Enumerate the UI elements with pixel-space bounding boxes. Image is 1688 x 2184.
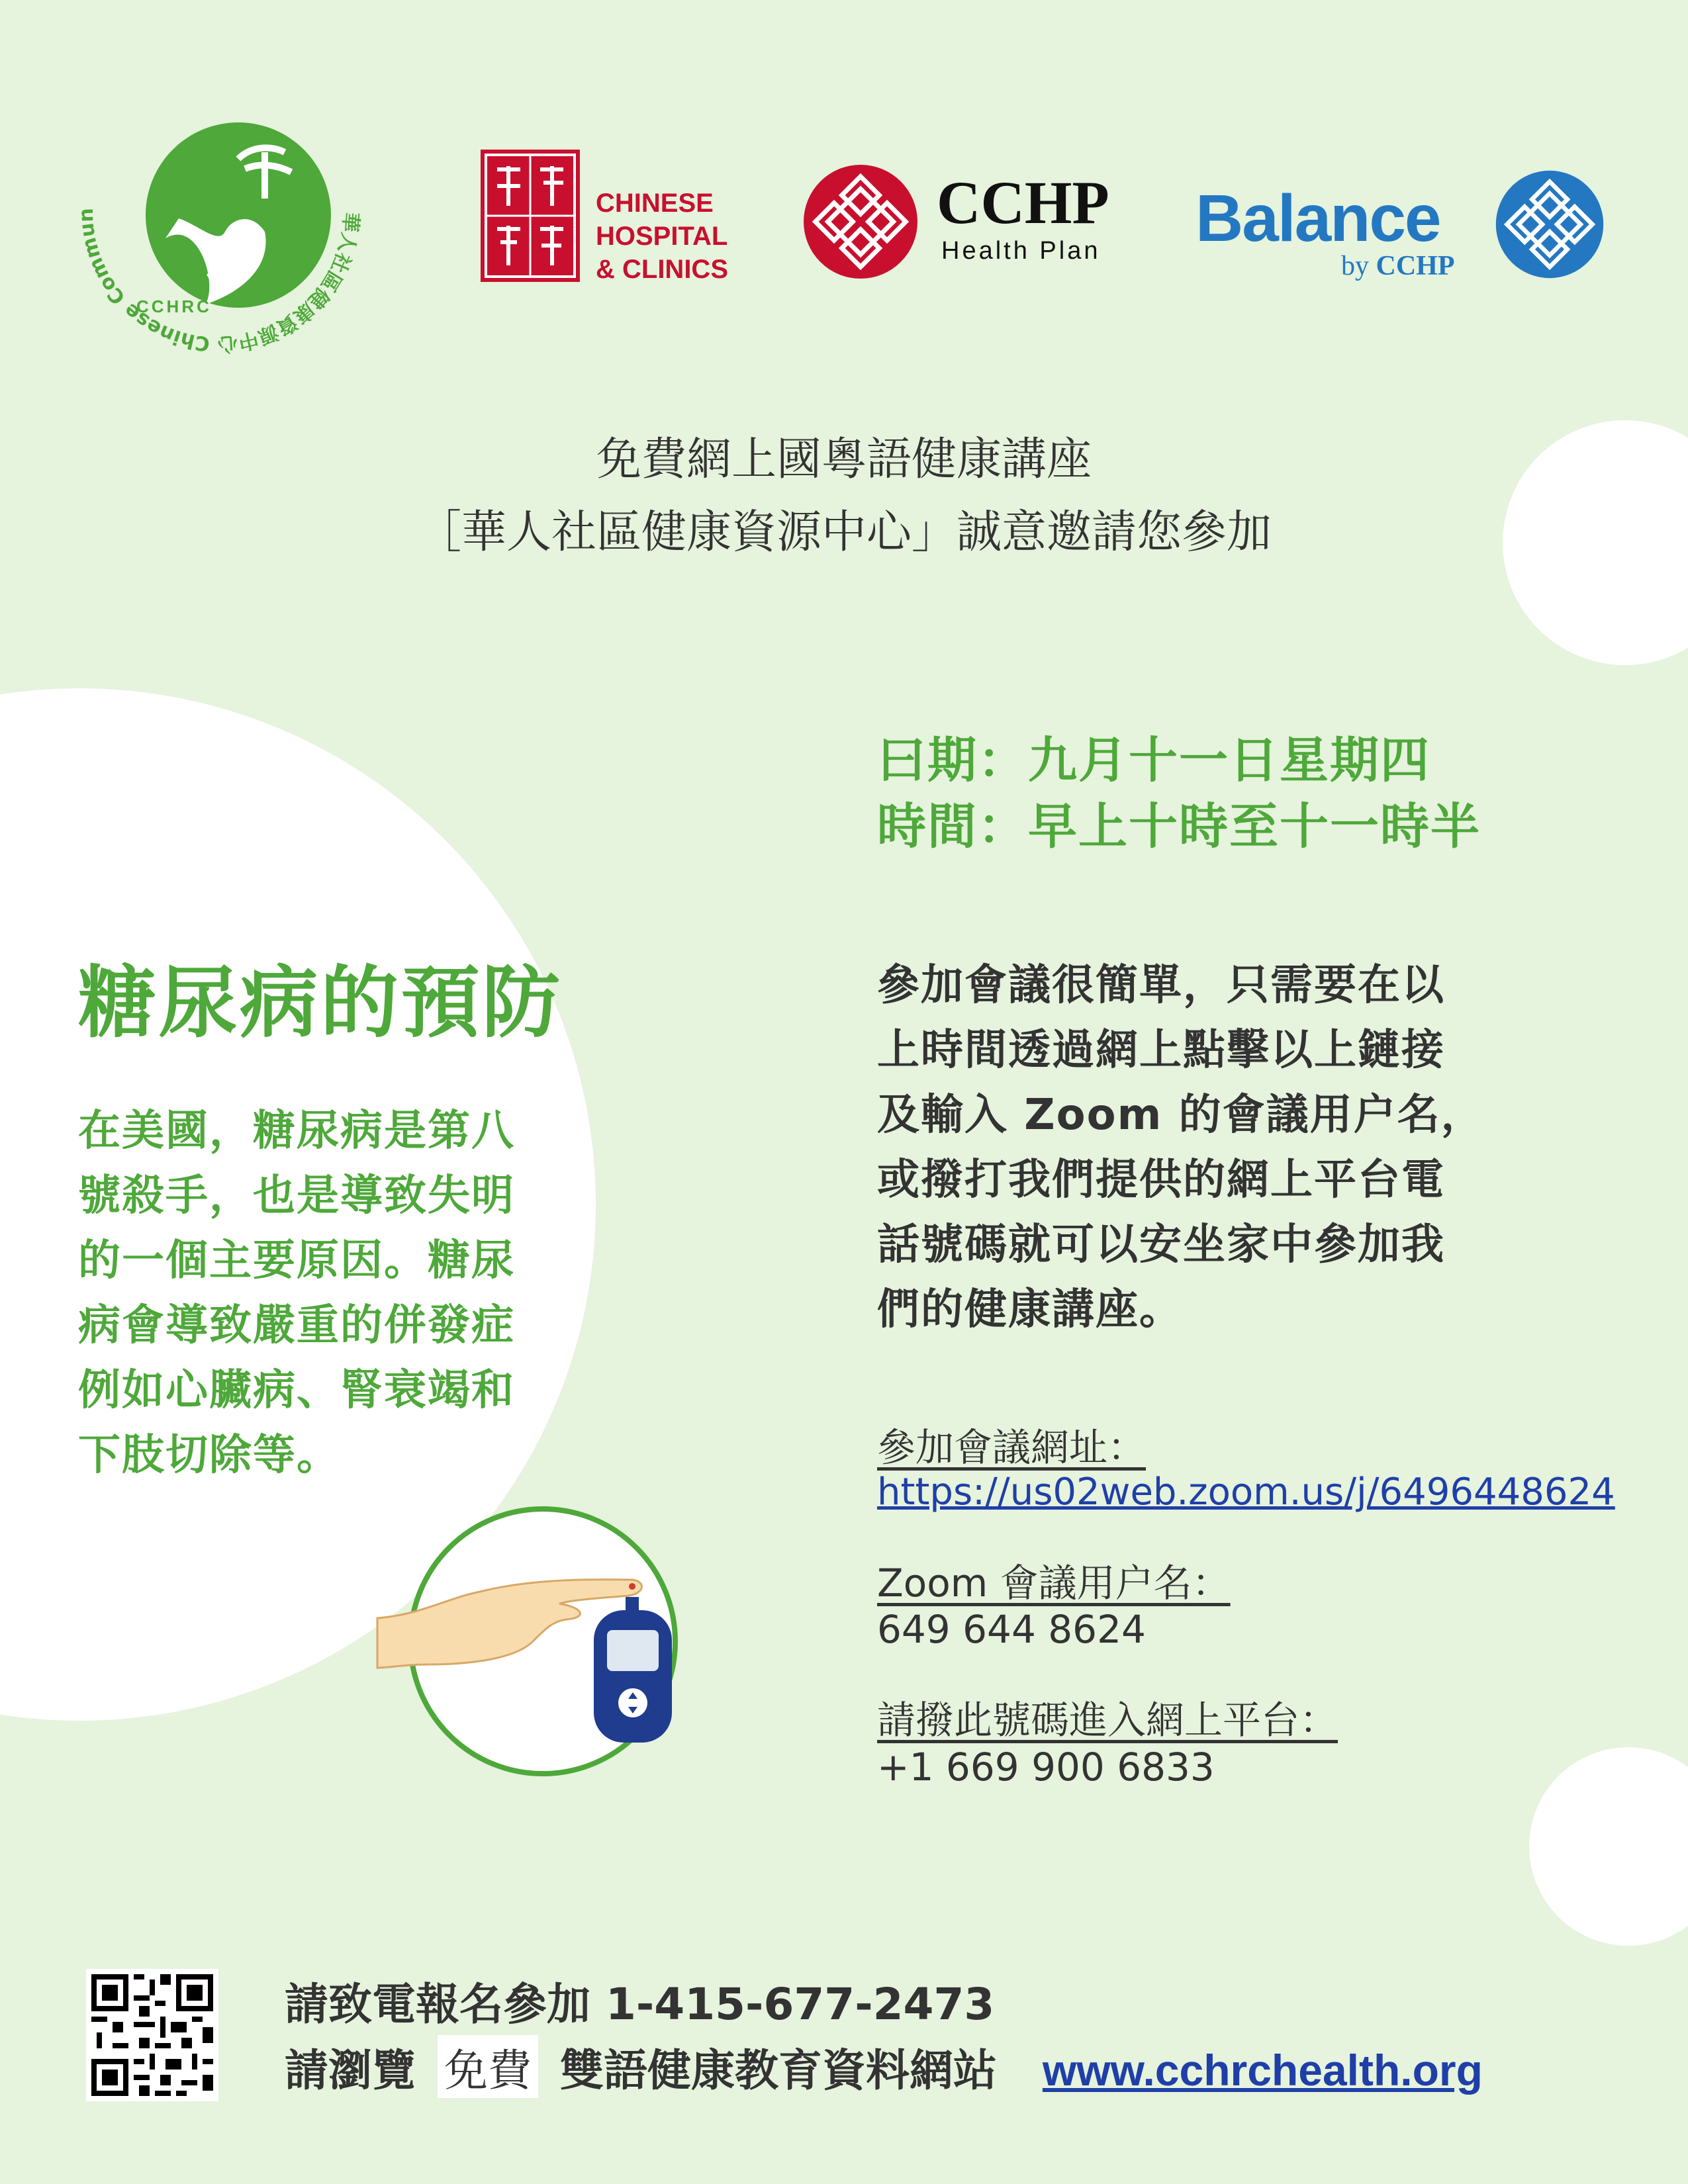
balance-title: Balance: [1196, 181, 1440, 255]
qr-code-icon[interactable]: [86, 1969, 218, 2101]
phone-number[interactable]: +1 669 900 6833: [877, 1745, 1215, 1790]
description-line: 病會導致嚴重的併發症: [78, 1301, 515, 1350]
website-link[interactable]: www.cchrchealth.org: [1042, 2046, 1483, 2095]
balance-by: by: [1341, 251, 1369, 281]
meeting-url-link[interactable]: https://us02web.zoom.us/j/6496448624: [877, 1471, 1615, 1514]
balance-logo[interactable]: [1192, 165, 1615, 285]
cchp-subtitle: Health Plan: [941, 237, 1101, 265]
browse-text: 請瀏覽: [285, 2045, 416, 2096]
site-description: 雙語健康教育資料網站: [559, 2045, 997, 2096]
howto-line: 參加會議很簡單，只需要在以: [877, 961, 1445, 1010]
howto-line: 們的健康講座。: [877, 1285, 1183, 1334]
chc-line2: HOSPITAL: [596, 222, 728, 251]
event-time: 時間：早上十時至十一時半: [877, 798, 1481, 855]
cchrc-ring-text: 華人社區健康資源中心 Chinese Commun: [74, 207, 363, 356]
description-line: 在美國，糖尿病是第八: [78, 1107, 515, 1156]
description-line: 下肢切除等。: [78, 1431, 340, 1480]
event-date: 曰期：九月十一日星期四: [877, 732, 1430, 789]
free-badge: 免費: [438, 2035, 538, 2098]
chc-line3: & CLINICS: [596, 255, 728, 284]
intro-line2: ［華人社區健康資源中心」誠意邀請您參加: [416, 506, 1272, 559]
phone-label: 請撥此號碼進入網上平台：: [877, 1698, 1338, 1743]
intro-line1: 免費網上國粵語健康講座: [596, 433, 1092, 486]
description-line: 的一個主要原因。糖尿: [78, 1236, 515, 1285]
cchrc-logo[interactable]: [73, 66, 364, 357]
chc-line1: CHINESE: [596, 189, 714, 218]
howto-line: 或撥打我們提供的網上平台電: [877, 1156, 1445, 1205]
howto-instructions: [877, 953, 1485, 1342]
meeting-id-label: Zoom 會議用户名：: [877, 1561, 1231, 1606]
topic-description: [78, 1099, 628, 1488]
description-line: 號殺手，也是導致失明: [78, 1171, 515, 1220]
register-line: 請致電報名參加 1-415-677-2473: [285, 1979, 995, 2030]
chinese-hospital-logo[interactable]: [481, 147, 745, 286]
meeting-url-label: 參加會議網址：: [877, 1425, 1147, 1470]
balance-subtitle: [1341, 250, 1455, 282]
cchrc-abbrev: CCHRC: [136, 296, 212, 316]
bg-circle-right-bottom: [1529, 1747, 1688, 1946]
howto-line: 話號碼就可以安坐家中參加我: [877, 1220, 1445, 1269]
description-line: 例如心臟病、腎衰竭和: [78, 1366, 515, 1415]
seal-icon: [481, 150, 580, 282]
balance-knot-icon: [1493, 168, 1606, 281]
cchp-knot-icon: [801, 162, 920, 281]
topic-title: 糖尿病的預防: [78, 957, 563, 1048]
website-line: [285, 2035, 1483, 2098]
cchrc-emblem-icon: [73, 66, 364, 357]
balance-brand: CCHP: [1376, 251, 1455, 281]
meeting-id: 649 644 8624: [877, 1607, 1146, 1652]
cchp-title: CCHP: [937, 169, 1109, 236]
cchp-logo[interactable]: [801, 165, 1145, 278]
howto-line: 及輸入 Zoom 的會議用户名，: [877, 1091, 1485, 1140]
glucose-meter-illustration: [367, 1499, 725, 1777]
howto-line: 上時間透過網上點擊以上鏈接: [877, 1026, 1445, 1075]
glucose-meter-icon: [367, 1499, 725, 1777]
